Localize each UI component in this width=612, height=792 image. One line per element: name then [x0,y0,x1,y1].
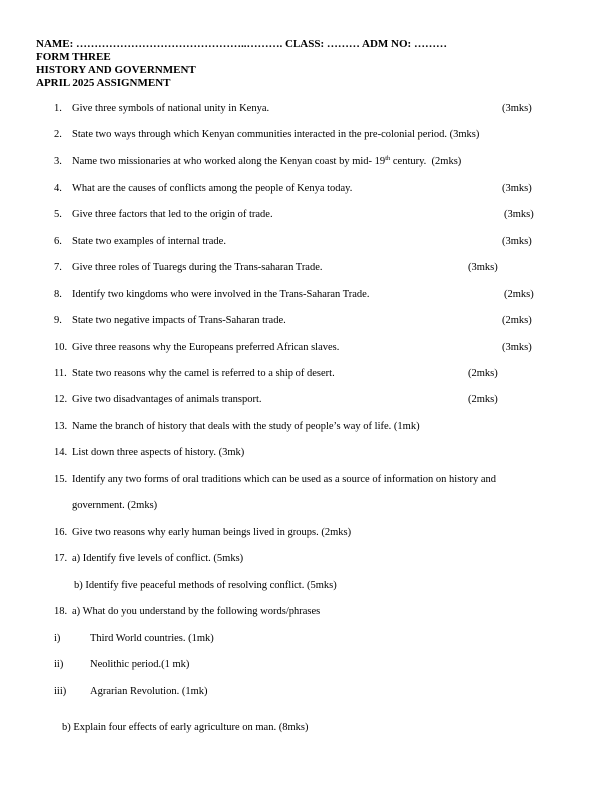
question-marks: (3mks) [502,103,532,114]
question-text: State two examples of internal trade. [72,236,226,247]
question-number: 5. [54,209,62,220]
question-marks: (3mks) [502,236,532,247]
question-text: b) Identify five peaceful methods of resolving conflict. (5mks) [74,580,337,591]
question-text: State two ways through which Kenyan communities interacted in the pre-colonial period. (3mks) [72,129,480,140]
question-text: Name the branch of history that deals with the study of people’s way of life. (1mk) [72,421,420,432]
question-text: State two negative impacts of Trans-Saharan trade. [72,315,286,326]
question-number: 3. [54,156,62,167]
question-number: 10. [54,342,68,353]
sub-item-numeral: ii) [54,659,64,670]
question-text: government. (2mks) [72,500,158,511]
question-number: 14. [54,447,68,458]
question-text: Give three symbols of national unity in Kenya. [72,103,270,114]
question-number: 16. [54,527,68,538]
question-text: Identify any two forms of oral traditions which can be used as a source of information on history and [72,474,496,485]
question-number: 8. [54,289,62,300]
question-text: Give two disadvantages of animals transport. [72,394,262,405]
question-number: 9. [54,315,62,326]
question-text: Name two missionaries at who worked along the Kenyan coast by mid- 19th century. (2mks) [72,155,462,167]
question-number: 11. [54,368,67,379]
student-details-line: NAME: ………………………………………..………. CLASS: ……… ADM NO: ……… [36,38,447,50]
sub-item-numeral: iii) [54,686,67,697]
subject-title: HISTORY AND GOVERNMENT [36,64,196,76]
question-text: List down three aspects of history. (3mk) [72,447,245,458]
question-text: What are the causes of conflicts among the people of Kenya today. [72,183,353,194]
question-18b: b) Explain four effects of early agriculture on man. (8mks) [62,722,309,733]
question-number: 12. [54,394,68,405]
sub-item-text: Neolithic period.(1 mk) [90,659,190,670]
question-marks: (3mks) [502,342,532,353]
question-number: 18. [54,606,68,617]
question-number: 2. [54,129,62,140]
assignment-title: APRIL 2025 ASSIGNMENT [36,77,171,89]
question-number: 17. [54,553,68,564]
question-text: Give two reasons why early human beings lived in groups. (2mks) [72,527,352,538]
question-text: Give three reasons why the Europeans preferred African slaves. [72,342,340,353]
question-marks: (2mks) [468,368,498,379]
sub-item-text: Third World countries. (1mk) [90,633,214,644]
question-marks: (3mks) [504,209,534,220]
form-label: FORM THREE [36,51,111,63]
question-text: Give three roles of Tuaregs during the Trans-saharan Trade. [72,262,323,273]
question-number: 1. [54,103,62,114]
question-number: 7. [54,262,62,273]
question-number: 15. [54,474,68,485]
question-text: Give three factors that led to the origin of trade. [72,209,273,220]
question-number: 4. [54,183,62,194]
question-number: 13. [54,421,68,432]
question-marks: (3mks) [468,262,498,273]
question-text: a) Identify five levels of conflict. (5mks) [72,553,244,564]
question-marks: (3mks) [502,183,532,194]
question-marks: (2mks) [502,315,532,326]
sub-item-numeral: i) [54,633,61,644]
question-marks: (2mks) [504,289,534,300]
question-text: Identify two kingdoms who were involved in the Trans-Saharan Trade. [72,289,370,300]
question-marks: (2mks) [468,394,498,405]
question-text: a) What do you understand by the following words/phrases [72,606,321,617]
sub-item-text: Agrarian Revolution. (1mk) [90,686,208,697]
question-number: 6. [54,236,62,247]
question-text: State two reasons why the camel is referred to a ship of desert. [72,368,335,379]
